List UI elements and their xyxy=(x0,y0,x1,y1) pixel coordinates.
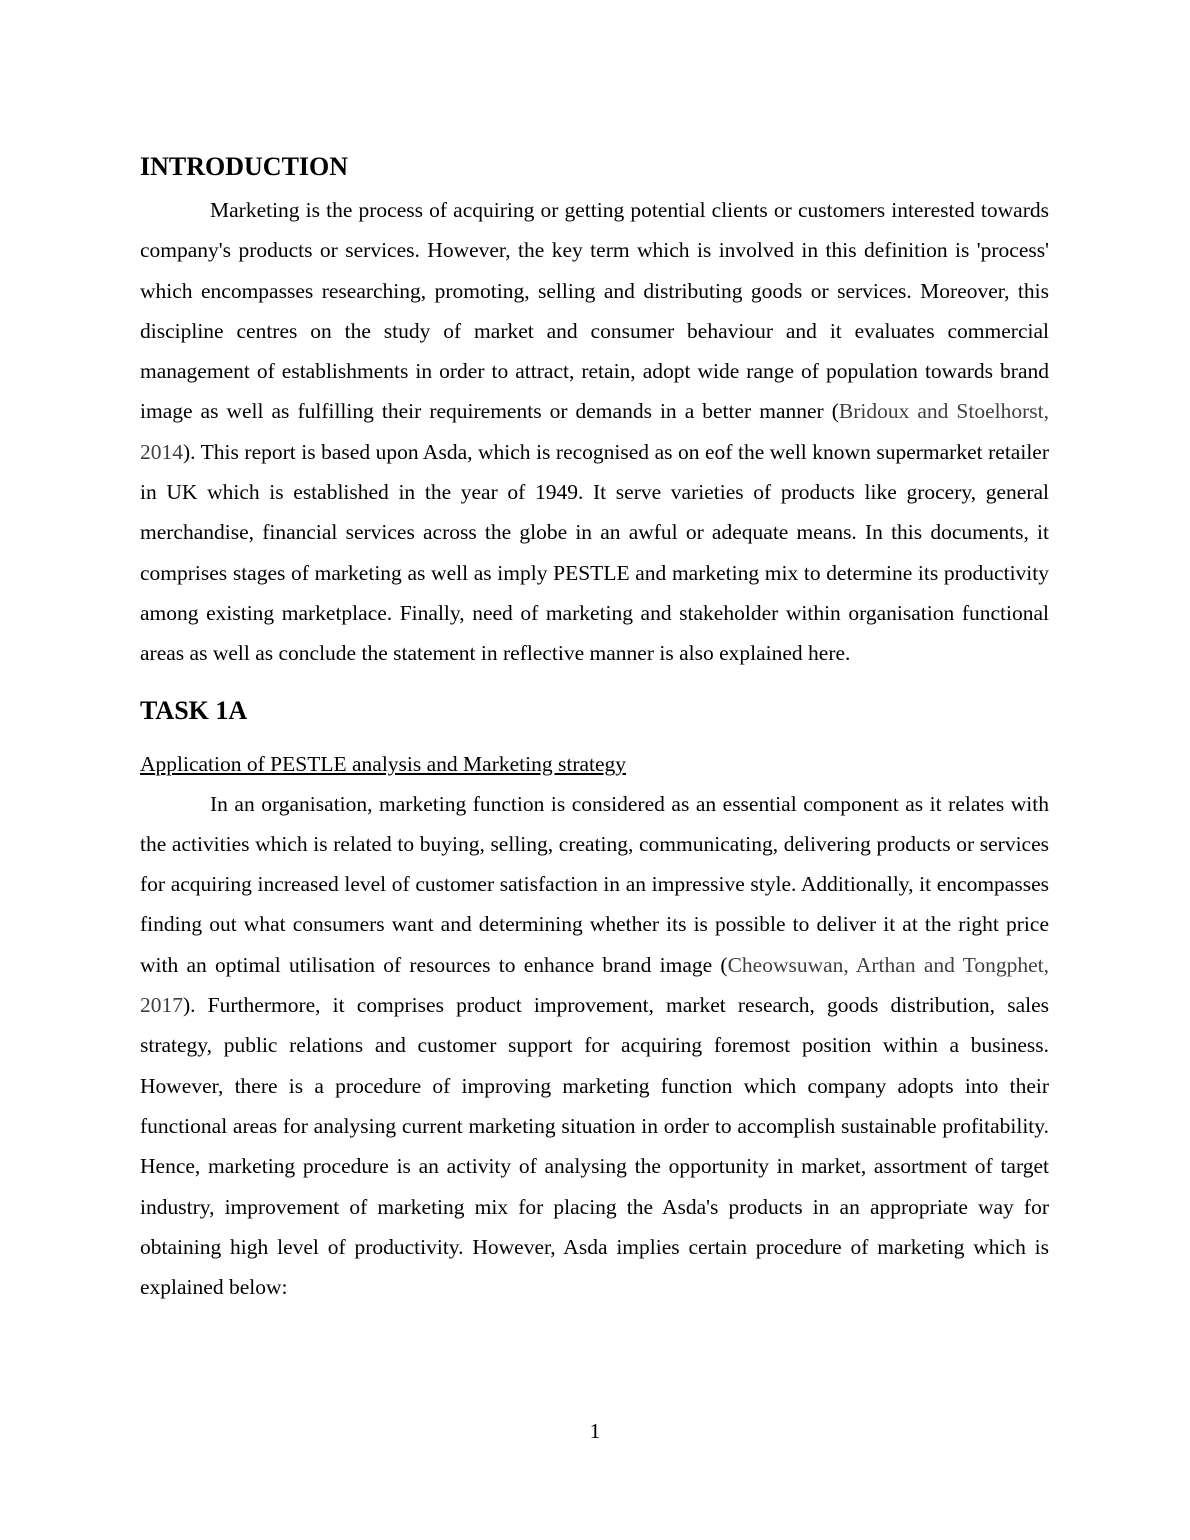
task-1a-text-part1: In an organisation, marketing function is considered as an essential component as it relates with the activities which is related to buying, selling, creating, communicating, delivering products or services for acquiring increased level of customer satisfaction in an impressive style. Additionally, it encompasses finding out what consumers want and determining whether its is possible to deliver it at the right price with an optimal utilisation of resources to enhance brand image ( xyxy=(140,791,1049,977)
citation-cheowsuwan: Cheowsuwan, Arthan and Tongphet, 2017 xyxy=(140,952,1049,1018)
introduction-heading: INTRODUCTION xyxy=(140,152,349,181)
page-number: 1 xyxy=(589,1419,601,1443)
task-1a-text-part2: ). Furthermore, it comprises product improvement, market research, goods distribution, sales strategy, public relations and customer support for acquiring foremost position within a business. However, there is a procedure of improving marketing function which company adopts into their functional areas for analysing current marketing situation in order to accomplish sustainable profitability. Hence, marketing procedure is an activity of analysing the opportunity in market, assortment of target industry, improvement of marketing mix for placing the Asda's products in an appropriate way for obtaining high level of productivity. However, Asda implies certain procedure of marketing which is explained below: xyxy=(140,993,1049,1300)
citation-bridoux: Bridoux and Stoelhorst, 2014 xyxy=(140,399,1050,464)
task-1a-heading: TASK 1A xyxy=(140,695,248,725)
introduction-paragraph xyxy=(140,190,1049,674)
pestle-subheading: Application of PESTLE analysis and Marketing strategy xyxy=(140,751,627,776)
page-content xyxy=(140,148,1049,1307)
introduction-text-part2: ). This report is based upon Asda, which is recognised as on eof the well known supermarket retailer in UK which is established in the year of 1949. It serve varieties of products like grocery, general merchandise, financial services across the globe in an awful or adequate means. In this documents, it comprises stages of marketing as well as imply PESTLE and marketing mix to determine its productivity among existing marketplace. Finally, need of marketing and stakeholder within organisation functional areas as well as conclude the statement in reflective manner is also explained here. xyxy=(140,439,1049,666)
introduction-text-part1: Marketing is the process of acquiring or getting potential clients or customers interested towards company's products or services. However, the key term which is involved in this definition is 'process' which encompasses researching, promoting, selling and distributing goods or services. Moreover, this discipline centres on the study of market and consumer behaviour and it evaluates commercial management of establishments in order to attract, retain, adopt wide range of population towards brand image as well as fulfilling their requirements or demands in a better manner ( xyxy=(140,198,1049,424)
task-1a-paragraph xyxy=(140,784,1049,1308)
